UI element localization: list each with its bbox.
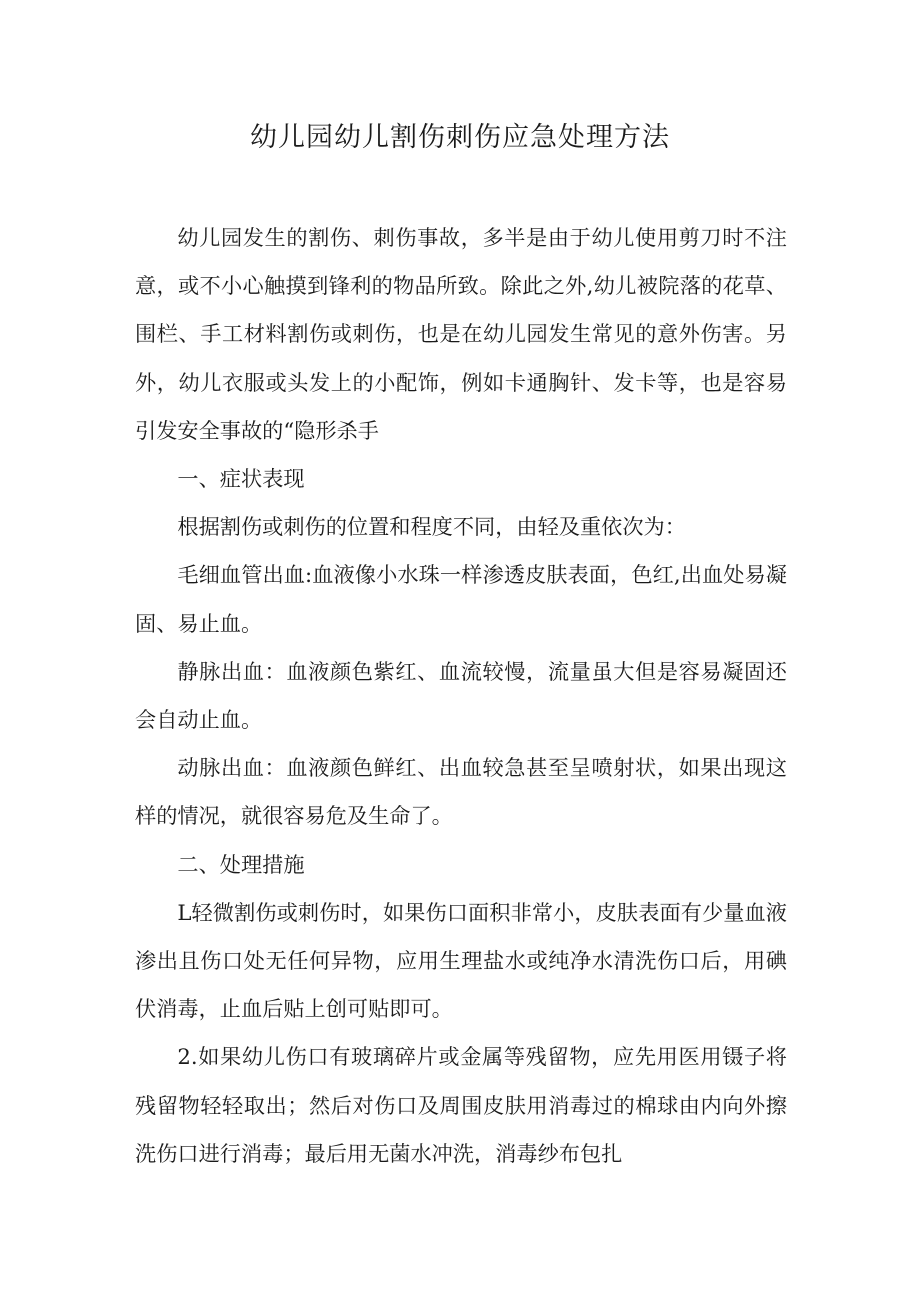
capillary-bleeding-paragraph: 毛细血管出血:血液像小水珠一样渗透皮肤表面，色红,出血处易凝固、易止血。 [135, 562, 787, 636]
section-heading-symptoms: 一、症状表现 [177, 466, 305, 492]
section-heading-treatment: 二、处理措施 [177, 851, 305, 877]
treatment-step-1-paragraph: L轻微割伤或刺伤时，如果伤口面积非常小，皮肤表面有少量血液渗出且伤口处无任何异物，应用生理盐水或纯净水清洗伤口后，用碘伏消毒，止血后贴上创可贴即可。 [135, 899, 787, 1022]
intro-paragraph: 幼儿园发生的割伤、刺伤事故，多半是由于幼儿使用剪刀时不注意，或不小心触摸到锋利的物品所致。除此之外,幼儿被院落的花草、围栏、手工材料割伤或刺伤，也是在幼儿园发生常见的意外伤害。另外，幼儿衣服或头发上的小配饰，例如卡通胸针、发卡等，也是容易引发安全事故的“隐形杀手 [135, 225, 787, 443]
document-body [135, 214, 787, 1178]
treatment-step-2-paragraph: 2.如果幼儿伤口有玻璃碎片或金属等残留物，应先用医用镊子将残留物轻轻取出；然后对伤口及周围皮肤用消毒过的棉球由内向外擦洗伤口进行消毒；最后用无菌水冲洗，消毒纱布包扎 [135, 1044, 787, 1166]
document-title: 幼儿园幼儿割伤刺伤应急处理方法 [250, 122, 670, 153]
venous-bleeding-paragraph: 静脉出血：血液颜色紫红、血流较慢，流量虽大但是容易凝固还会自动止血。 [135, 658, 787, 733]
arterial-bleeding-paragraph: 动脉出血：血液颜色鲜红、出血较急甚至呈喷射状，如果出现这样的情况，就很容易危及生命了。 [135, 755, 787, 829]
symptoms-lead-paragraph: 根据割伤或刺伤的位置和程度不同，由轻及重依次为： [177, 514, 686, 540]
